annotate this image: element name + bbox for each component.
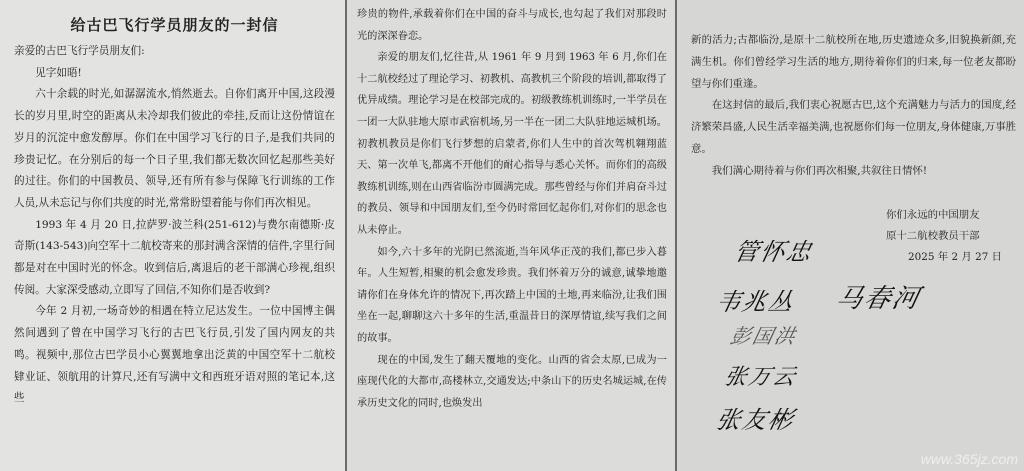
handwritten-signature: 韦兆丛 — [713, 288, 798, 316]
paragraph-8: 我们满心期待着与你们再次相聚,共叙往日情怀! — [711, 164, 928, 177]
letter-page-1 — [0, 0, 345, 471]
sign-date: 2025 年 2 月 27 日 — [908, 251, 1002, 263]
paragraph-2: 1993 年 4 月 20 日,拉萨罗·波兰科(251-612)与费尔南德斯·皮奇斯(143-543)向空军十二航校寄来的那封满含深情的信件,字里行间都是对在中国时光的怀念。收到信后,离退后的老干部满心珍视,组织传阅。大家深受感动,立即写了回信,不知你们是否收到? — [14, 218, 335, 296]
hello-line: 见字如晤! — [35, 66, 82, 79]
sign-line-2: 原十二航校教员干部 — [886, 230, 980, 242]
paragraph-6: 现在的中国,发生了翻天覆地的变化。山西的省会太原,已成为一座现代化的大都市,高楼林立,交通发达;中条山下的历史名城运城,在传承历史文化的同时,也焕发出 — [357, 354, 667, 409]
signature-block — [886, 205, 1002, 268]
paragraph-6-continued: 新的活力;古都临汾,是原十二航校所在地,历史遗迹众多,旧貌换新颜,充满生机。你们曾经学习生活的地方,期待着你们的归来,每一位老友都盼望与你们重逢。 — [691, 34, 1016, 90]
paragraph-3-continued: 珍贵的物件,承载着你们在中国的奋斗与成长,也勾起了我们对那段时光的深深眷恋。 — [357, 9, 667, 42]
paragraph-7: 在这封信的最后,我们衷心祝愿古巴,这个充满魅力与活力的国度,经济繁荣昌盛,人民生活幸福美满,也祝愿你们每一位朋友,身体健康,万事胜意。 — [691, 99, 1016, 155]
paragraph-1: 六十余载的时光,如潺潺流水,悄然逝去。自你们离开中国,这段漫长的岁月里,时空的距离从未冷却我们彼此的牵挂,反而让这份情谊在岁月的沉淀中愈发醇厚。你们在中国学习飞行的日子,是我们共同的珍贵记忆。在分别后的每一个日子里,我们都无数次回忆起那些美好的过往。你们的中国教员、领导,还有所有参与保障飞行训练的工作人员,从未忘记与你们共度的时光,常常盼望着能与你们再次相见。 — [14, 88, 335, 209]
letter-page-3 — [677, 0, 1024, 471]
paragraph-4: 亲爱的朋友们,忆往昔,从 1961 年 9 月到 1963 年 6 月,你们在十二航校经过了理论学习、初教机、高教机三个阶段的培训,都取得了优异成绩。理论学习是在校部完成的。初级教练机训练时,一半学员在一团一大队驻地大原市武宿机场,另一半在一团二大队驻地运城机场。初教机教员是你们飞行梦想的启蒙者,你们人生中的首次驾机翱翔蓝天、第一次单飞,都离不开他们的耐心指导与悉心关怀。而你们的高级教练机训练,则在山西省临汾市圆满完成。那些曾经与你们并肩奋斗过的教员、领导和中国朋友们,至今仍时常回忆起你们,对你们的思念也从未停止。 — [357, 52, 667, 236]
letter-title: 给古巴飞行学员朋友的一封信 — [70, 16, 279, 34]
paragraph-3: 今年 2 月初,一场奇妙的相遇在特立尼达发生。一位中国博主偶然间遇到了曾在中国学习飞行的古巴飞行员,引发了国内网友的共鸣。视频中,那位古巴学员小心翼翼地拿出泛黄的中国空军十二航校肄业证、领航用的计算尺,还有写满中文和西班牙语对照的笔记本,这些 — [14, 305, 335, 405]
handwritten-signature: 管怀忠 — [731, 238, 816, 266]
handwritten-signature: 张万云 — [721, 365, 800, 390]
handwritten-signature: 马春河 — [833, 284, 924, 314]
letter-page-2 — [347, 0, 675, 471]
handwritten-signature: 彭国洪 — [728, 324, 800, 348]
sign-line-1: 你们永远的中国朋友 — [886, 209, 980, 221]
handwritten-signature: 张友彬 — [713, 406, 798, 434]
paragraph-5: 如今,六十多年的光阴已然流逝,当年风华正茂的我们,都已步入暮年。人生短暂,相聚的机会愈发珍贵。我们怀着万分的诚意,诚挚地邀请你们在身体允许的情况下,再次踏上中国的土地,再来临汾,让我们围坐在一起,聊聊这六十多年的生活,重温昔日的深厚情谊,续写我们之间的故事。 — [357, 246, 667, 344]
watermark: www.365jz.com — [920, 451, 1018, 467]
greeting: 亲爱的古巴飞行学员朋友们: — [14, 45, 145, 57]
